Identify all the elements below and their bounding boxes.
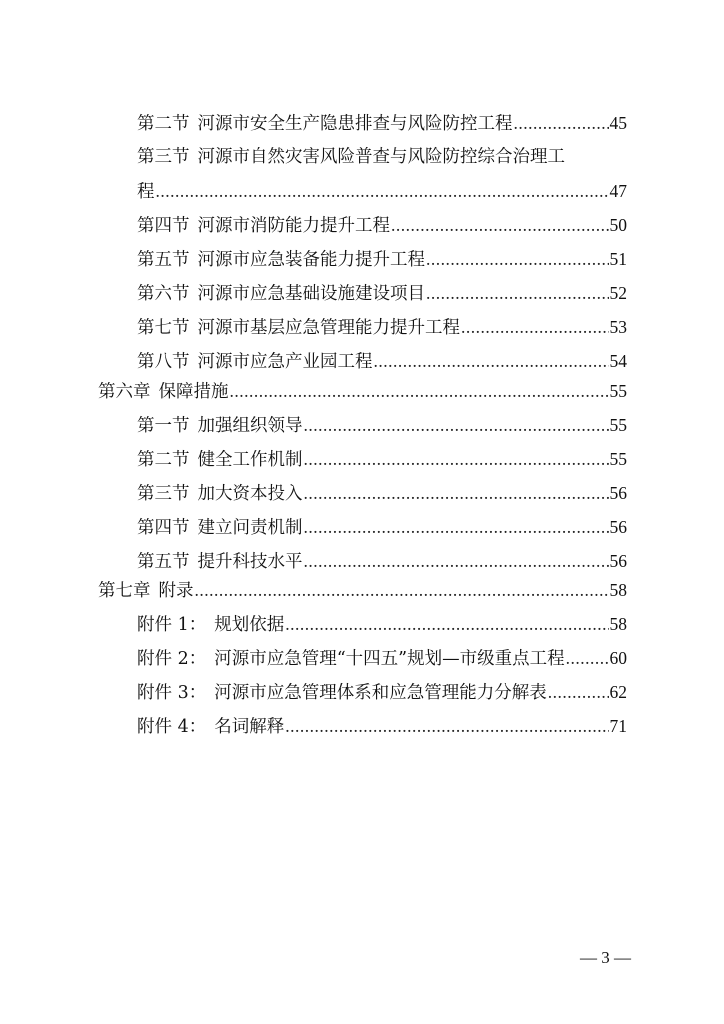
entry-title: 加大资本投入: [197, 484, 303, 504]
entry-page: 53: [609, 317, 627, 337]
entry-page: 56: [609, 551, 627, 571]
toc-entry: [137, 142, 627, 172]
page-number-footer: — 3 —: [580, 948, 631, 967]
toc-entry: [137, 512, 627, 542]
entry-number: 第五节: [137, 552, 190, 572]
entry-number: 第一节: [137, 416, 190, 436]
leader-dots: [195, 575, 609, 605]
leader-dots: [285, 609, 608, 639]
leader-dots: [304, 478, 609, 508]
entry-title: 河源市基层应急管理能力提升工程: [197, 318, 460, 338]
toc-appendix-entry: [137, 677, 627, 707]
entry-page: 47: [609, 181, 627, 201]
toc-entry: [137, 312, 627, 342]
entry-number: 第三节: [137, 147, 190, 167]
leader-dots: [156, 176, 609, 206]
toc-entry: [137, 244, 627, 274]
leader-dots: [514, 108, 609, 138]
leader-dots: [304, 410, 609, 440]
entry-page: 55: [609, 381, 627, 401]
entry-page: 56: [609, 483, 627, 503]
entry-title: 河源市应急装备能力提升工程: [197, 250, 425, 270]
appendix-number: 附件 2：: [137, 649, 207, 669]
leader-dots: [304, 546, 609, 576]
appendix-title: 规划依据: [214, 615, 285, 635]
toc-entry: [137, 546, 627, 576]
appendix-number: 附件 3：: [137, 683, 207, 703]
entry-page: 58: [609, 614, 627, 634]
entry-page: 54: [609, 351, 627, 371]
toc-entry: [137, 210, 627, 240]
appendix-title: 河源市应急管理体系和应急管理能力分解表: [214, 683, 547, 703]
entry-number: 第二节: [137, 450, 190, 470]
entry-page: 55: [609, 449, 627, 469]
entry-title: 河源市消防能力提升工程: [197, 216, 390, 236]
toc-entry: [137, 444, 627, 474]
entry-number: 第四节: [137, 216, 190, 236]
entry-title: 程: [137, 182, 155, 202]
entry-page: 52: [609, 283, 627, 303]
leader-dots: [304, 444, 609, 474]
toc-entry: [137, 108, 627, 138]
leader-dots: [304, 512, 609, 542]
entry-page: 45: [609, 113, 627, 133]
entry-page: 58: [609, 580, 627, 600]
entry-title: 河源市应急产业园工程: [197, 352, 373, 372]
entry-page: 71: [609, 716, 627, 736]
toc-entry: [137, 278, 627, 308]
leader-dots: [566, 643, 609, 673]
entry-title: 河源市自然灾害风险普查与风险防控综合治理工: [197, 147, 565, 167]
entry-page: 55: [609, 415, 627, 435]
entry-page: 62: [609, 682, 627, 702]
appendix-number: 附件 4：: [137, 717, 207, 737]
entry-title: 建立问责机制: [197, 518, 303, 538]
toc-appendix-entry: [137, 643, 627, 673]
entry-number: 第五节: [137, 250, 190, 270]
entry-number: 第三节: [137, 484, 190, 504]
entry-number: 第七节: [137, 318, 190, 338]
entry-number: 第八节: [137, 352, 190, 372]
leader-dots: [230, 376, 609, 406]
entry-page: 51: [609, 249, 627, 269]
entry-page: 56: [609, 517, 627, 537]
chapter-title: 附录: [158, 581, 194, 601]
leader-dots: [426, 278, 609, 308]
entry-page: 60: [609, 648, 627, 668]
appendix-number: 附件 1：: [137, 615, 207, 635]
entry-page: 50: [609, 215, 627, 235]
toc-chapter-entry: [98, 575, 627, 605]
toc-appendix-entry: [137, 609, 627, 639]
chapter-number: 第七章: [98, 581, 151, 601]
chapter-number: 第六章: [98, 382, 151, 402]
toc-entry: [137, 410, 627, 440]
leader-dots: [374, 346, 609, 376]
appendix-title: 河源市应急管理“十四五”规划—市级重点工程: [214, 649, 565, 669]
toc-entry-continuation: [137, 176, 627, 206]
entry-number: 第六节: [137, 284, 190, 304]
toc-entry: [137, 478, 627, 508]
leader-dots: [285, 711, 608, 741]
toc-chapter-entry: [98, 376, 627, 406]
entry-title: 河源市安全生产隐患排查与风险防控工程: [197, 114, 513, 134]
toc-appendix-entry: [137, 711, 627, 741]
entry-number: 第二节: [137, 114, 190, 134]
entry-title: 健全工作机制: [197, 450, 303, 470]
toc-entry: [137, 346, 627, 376]
chapter-title: 保障措施: [158, 382, 229, 402]
entry-title: 提升科技水平: [197, 552, 303, 572]
leader-dots: [461, 312, 609, 342]
entry-title: 加强组织领导: [197, 416, 303, 436]
entry-number: 第四节: [137, 518, 190, 538]
entry-title: 河源市应急基础设施建设项目: [197, 284, 425, 304]
appendix-title: 名词解释: [214, 717, 285, 737]
leader-dots: [426, 244, 609, 274]
leader-dots: [391, 210, 609, 240]
leader-dots: [548, 677, 609, 707]
